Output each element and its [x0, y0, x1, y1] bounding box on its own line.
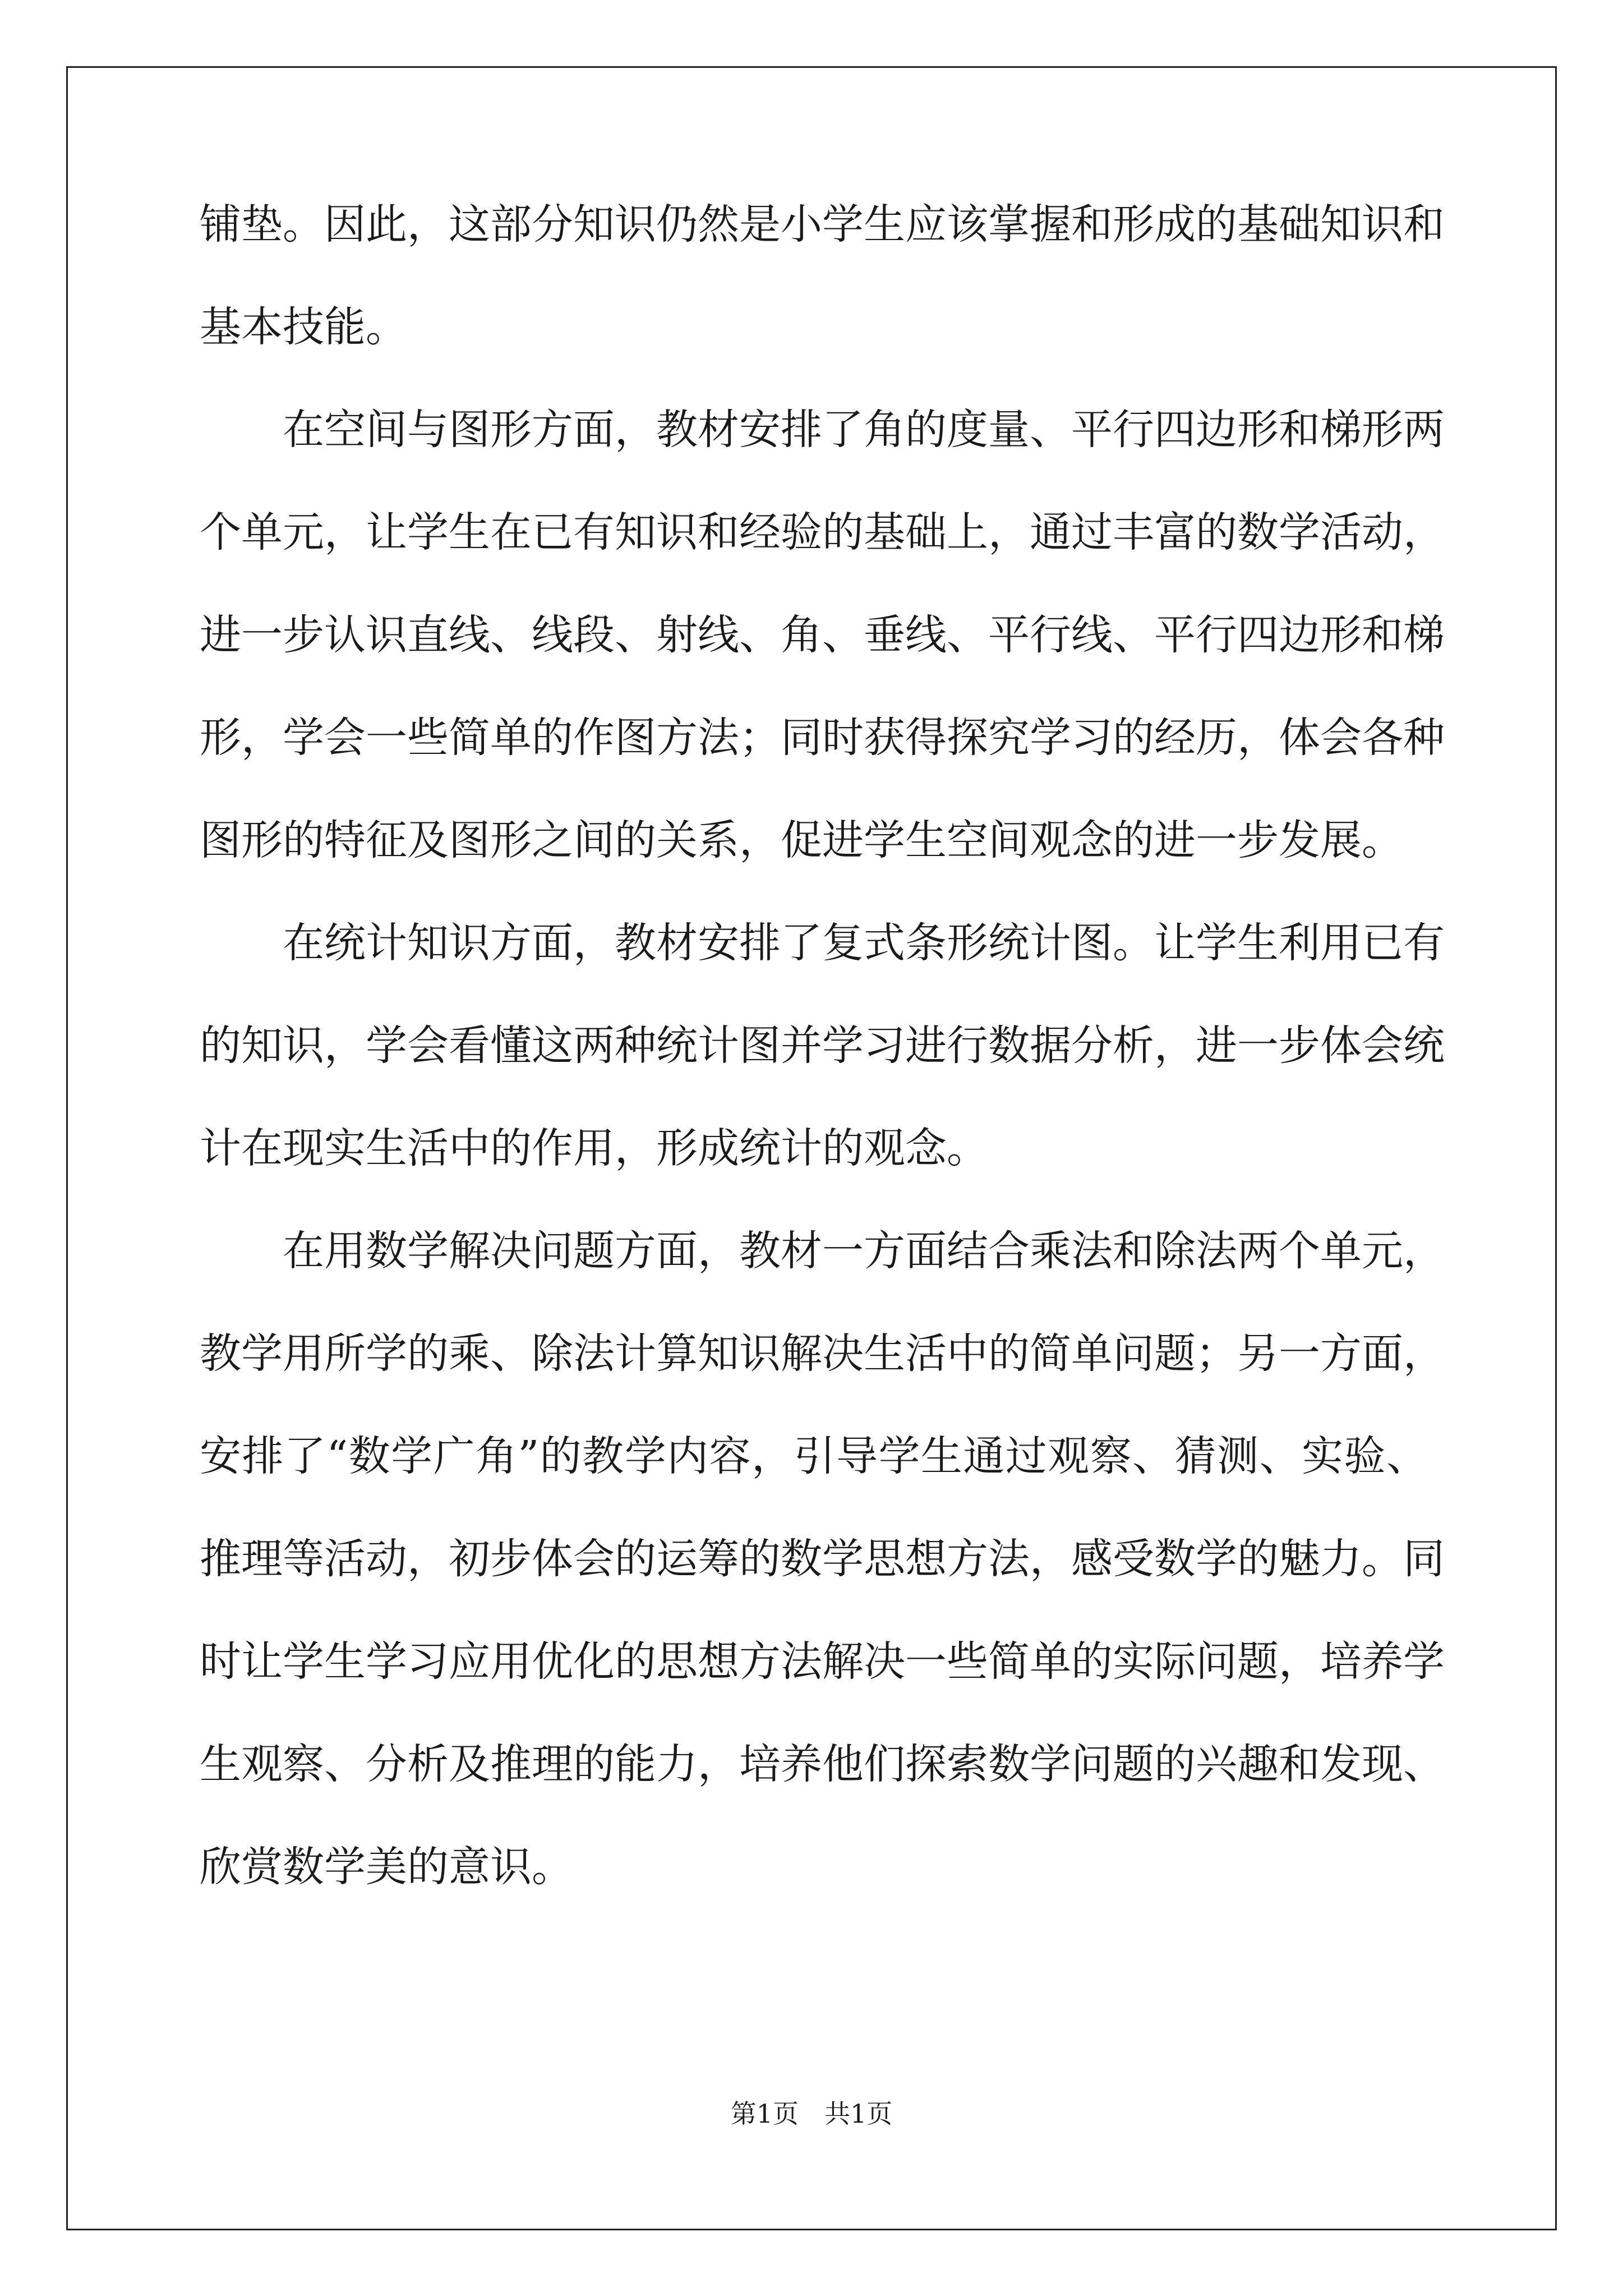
text-line: 进一步认识直线、线段、射线、角、垂线、平行线、平行四边形和梯 [200, 611, 1445, 659]
page-footer: 第1页 共1页 [730, 2099, 893, 2129]
text-line: 推理等活动，初步体会的运筹的数学思想方法，感受数学的魅力。同 [200, 1535, 1445, 1583]
text-line: 形，学会一些简单的作图方法；同时获得探究学习的经历，体会各种 [200, 714, 1445, 762]
paragraph-start-line: 在空间与图形方面，教材安排了角的度量、平行四边形和梯形两 [283, 406, 1445, 454]
text-line: 生观察、分析及推理的能力，培养他们探索数学问题的兴趣和发现、 [200, 1740, 1445, 1788]
paragraph-start-line: 在统计知识方面，教材安排了复式条形统计图。让学生利用已有 [283, 919, 1445, 967]
text-line: 个单元，让学生在已有知识和经验的基础上，通过丰富的数学活动， [200, 508, 1445, 556]
text-line: 安排了“数学广角”的教学内容，引导学生通过观察、猜测、实验、 [200, 1432, 1428, 1480]
text-line: 计在现实生活中的作用，形成统计的观念。 [200, 1124, 988, 1172]
text-line: 时让学生学习应用优化的思想方法解决一些简单的实际问题，培养学 [200, 1637, 1445, 1686]
text-line: 教学用所学的乘、除法计算知识解决生活中的简单问题；另一方面， [200, 1329, 1445, 1378]
text-line: 图形的特征及图形之间的关系，促进学生空间观念的进一步发展。 [200, 816, 1403, 864]
text-line: 欣赏数学美的意识。 [200, 1843, 573, 1891]
paragraph-start-line: 在用数学解决问题方面，教材一方面结合乘法和除法两个单元， [283, 1227, 1445, 1275]
text-line: 铺垫。因此，这部分知识仍然是小学生应该掌握和形成的基础知识和 [200, 200, 1445, 249]
text-line: 基本技能。 [200, 303, 407, 351]
text-line: 的知识，学会看懂这两种统计图并学习进行数据分析，进一步体会统 [200, 1022, 1445, 1070]
